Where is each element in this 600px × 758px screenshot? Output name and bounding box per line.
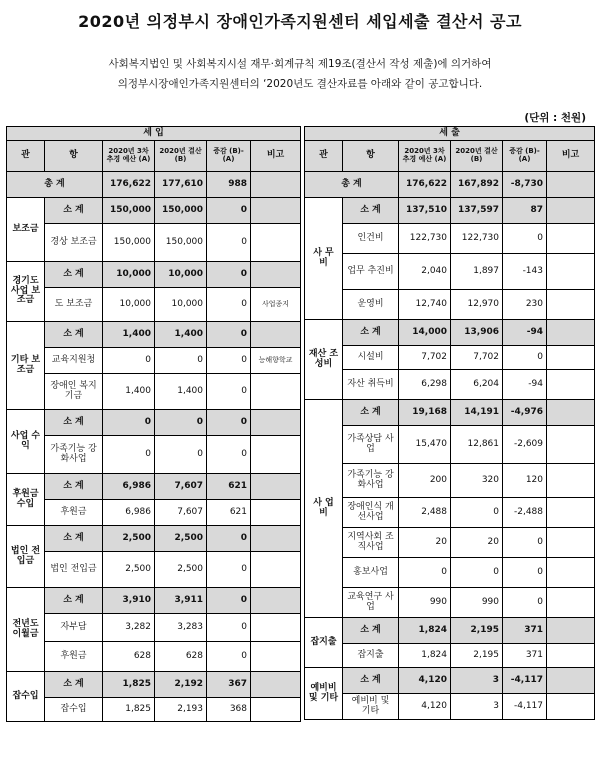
intro-line-2: 의정부시장애인가족지원센터의 ‘2020년도 결산자료를 아래와 같이 공고합니다. <box>117 78 483 90</box>
item-a: 122,730 <box>399 224 451 254</box>
subtotal-diff: 0 <box>207 322 251 348</box>
item-diff: 0 <box>503 558 547 588</box>
subtotal-a: 150,000 <box>103 198 155 224</box>
item-a: 628 <box>103 642 155 672</box>
subtotal-note <box>251 262 301 288</box>
subtotal-a: 137,510 <box>399 198 451 224</box>
item-label: 후원금 <box>45 642 103 672</box>
page-title: 2020년 의정부시 장애인가족지원센터 세입세출 결산서 공고 <box>78 12 522 31</box>
item-a: 0 <box>103 436 155 474</box>
subtotal-diff: -4,976 <box>503 400 547 426</box>
expense-table <box>304 126 595 720</box>
item-label: 시설비 <box>343 346 399 370</box>
item-a: 1,400 <box>103 374 155 410</box>
subtotal-diff: 0 <box>207 198 251 224</box>
item-note <box>547 528 595 558</box>
subtotal-label: 소 계 <box>45 526 103 552</box>
item-note <box>547 370 595 400</box>
item-note <box>547 644 595 668</box>
subtotal-a: 0 <box>103 410 155 436</box>
item-b: 20 <box>451 528 503 558</box>
subtotal-a: 2,500 <box>103 526 155 552</box>
total-a: 176,622 <box>103 172 155 198</box>
item-diff: 621 <box>207 500 251 526</box>
item-diff: 0 <box>207 552 251 588</box>
item-a: 0 <box>399 558 451 588</box>
item-a: 1,824 <box>399 644 451 668</box>
item-diff: -94 <box>503 370 547 400</box>
item-note <box>547 254 595 290</box>
total-diff: -8,730 <box>503 172 547 198</box>
subtotal-note <box>547 198 595 224</box>
col-hang: 항 <box>343 141 399 172</box>
total-label: 총 계 <box>7 172 103 198</box>
item-a: 200 <box>399 464 451 498</box>
subtotal-a: 1,825 <box>103 672 155 698</box>
item-a: 990 <box>399 588 451 618</box>
item-a: 6,298 <box>399 370 451 400</box>
subtotal-note <box>251 410 301 436</box>
subtotal-label: 소 계 <box>343 618 399 644</box>
gwan-label: 보조금 <box>7 198 45 262</box>
income-section-header: 세 입 <box>7 127 301 141</box>
subtotal-b: 137,597 <box>451 198 503 224</box>
item-label: 인건비 <box>343 224 399 254</box>
item-note <box>547 694 595 720</box>
item-label: 잡지출 <box>343 644 399 668</box>
item-label: 도 보조금 <box>45 288 103 322</box>
col-gwan: 관 <box>7 141 45 172</box>
item-note <box>547 346 595 370</box>
gwan-label: 법인 전입금 <box>7 526 45 588</box>
subtotal-label: 소 계 <box>45 588 103 614</box>
item-label: 홍보사업 <box>343 558 399 588</box>
subtotal-b: 14,191 <box>451 400 503 426</box>
subtotal-diff: 0 <box>207 262 251 288</box>
gwan-label: 사 무 비 <box>305 198 343 320</box>
total-a: 176,622 <box>399 172 451 198</box>
item-diff: 0 <box>207 224 251 262</box>
subtotal-diff: 371 <box>503 618 547 644</box>
subtotal-diff: 0 <box>207 588 251 614</box>
item-label: 장애인 복지기금 <box>45 374 103 410</box>
subtotal-a: 14,000 <box>399 320 451 346</box>
item-note <box>251 436 301 474</box>
item-b: 0 <box>451 558 503 588</box>
item-note: 능해향학교 <box>251 348 301 374</box>
item-note <box>547 224 595 254</box>
item-note: 사업종지 <box>251 288 301 322</box>
item-diff: -2,609 <box>503 426 547 464</box>
item-label: 예비비 및 기타 <box>343 694 399 720</box>
item-label: 자산 취득비 <box>343 370 399 400</box>
subtotal-label: 소 계 <box>343 400 399 426</box>
subtotal-label: 소 계 <box>45 672 103 698</box>
subtotal-b: 150,000 <box>155 198 207 224</box>
subtotal-diff: -4,117 <box>503 668 547 694</box>
item-label: 지역사회 조직사업 <box>343 528 399 558</box>
income-table <box>6 126 301 722</box>
subtotal-label: 소 계 <box>343 668 399 694</box>
subtotal-diff: 87 <box>503 198 547 224</box>
col-diff: 증감 (B)-(A) <box>503 141 547 172</box>
subtotal-diff: 0 <box>207 410 251 436</box>
subtotal-a: 6,986 <box>103 474 155 500</box>
subtotal-b: 13,906 <box>451 320 503 346</box>
item-diff: 230 <box>503 290 547 320</box>
item-note <box>251 224 301 262</box>
item-label: 장애인식 개선사업 <box>343 498 399 528</box>
subtotal-b: 2,500 <box>155 526 207 552</box>
item-b: 0 <box>155 348 207 374</box>
item-a: 1,825 <box>103 698 155 722</box>
subtotal-b: 2,192 <box>155 672 207 698</box>
subtotal-note <box>547 668 595 694</box>
subtotal-label: 소 계 <box>343 320 399 346</box>
item-a: 0 <box>103 348 155 374</box>
total-b: 177,610 <box>155 172 207 198</box>
item-a: 20 <box>399 528 451 558</box>
gwan-label: 예비비 및 기타 <box>305 668 343 720</box>
item-b: 122,730 <box>451 224 503 254</box>
col-hang: 항 <box>45 141 103 172</box>
item-a: 12,740 <box>399 290 451 320</box>
col-gwan: 관 <box>305 141 343 172</box>
item-label: 자부담 <box>45 614 103 642</box>
gwan-label: 경기도 사업 보조금 <box>7 262 45 322</box>
item-diff: 0 <box>503 588 547 618</box>
item-b: 7,607 <box>155 500 207 526</box>
intro-line-1: 사회복지법인 및 사회복지시설 재무·회계규칙 제19조(결산서 작성 제출)에 의거하여 <box>108 58 492 70</box>
subtotal-b: 1,400 <box>155 322 207 348</box>
subtotal-note <box>547 320 595 346</box>
item-diff: 0 <box>207 642 251 672</box>
item-diff: 371 <box>503 644 547 668</box>
item-note <box>251 500 301 526</box>
item-diff: 0 <box>503 528 547 558</box>
item-b: 10,000 <box>155 288 207 322</box>
item-b: 1,400 <box>155 374 207 410</box>
subtotal-b: 7,607 <box>155 474 207 500</box>
item-diff: 0 <box>503 224 547 254</box>
item-b: 3,283 <box>155 614 207 642</box>
item-label: 법인 전입금 <box>45 552 103 588</box>
item-label: 운영비 <box>343 290 399 320</box>
item-label: 업무 추진비 <box>343 254 399 290</box>
item-label: 가족상담 사업 <box>343 426 399 464</box>
item-note <box>547 558 595 588</box>
item-note <box>547 498 595 528</box>
subtotal-label: 소 계 <box>45 322 103 348</box>
col-note: 비고 <box>251 141 301 172</box>
item-a: 15,470 <box>399 426 451 464</box>
subtotal-label: 소 계 <box>45 410 103 436</box>
item-label: 잡수입 <box>45 698 103 722</box>
gwan-label: 잡수입 <box>7 672 45 722</box>
item-label: 가족기능 강화사업 <box>343 464 399 498</box>
item-diff: -4,117 <box>503 694 547 720</box>
subtotal-diff: 621 <box>207 474 251 500</box>
item-diff: 0 <box>207 436 251 474</box>
subtotal-b: 3,911 <box>155 588 207 614</box>
gwan-label: 전년도 이월금 <box>7 588 45 672</box>
item-a: 2,488 <box>399 498 451 528</box>
subtotal-b: 3 <box>451 668 503 694</box>
gwan-label: 잡지출 <box>305 618 343 668</box>
subtotal-label: 소 계 <box>45 262 103 288</box>
gwan-label: 사업 수익 <box>7 410 45 474</box>
gwan-label: 재산 조성비 <box>305 320 343 400</box>
col-diff: 증감 (B)-(A) <box>207 141 251 172</box>
item-diff: -143 <box>503 254 547 290</box>
subtotal-label: 소 계 <box>45 198 103 224</box>
item-b: 12,970 <box>451 290 503 320</box>
item-a: 150,000 <box>103 224 155 262</box>
subtotal-diff: 367 <box>207 672 251 698</box>
subtotal-b: 10,000 <box>155 262 207 288</box>
subtotal-b: 2,195 <box>451 618 503 644</box>
subtotal-b: 0 <box>155 410 207 436</box>
item-b: 6,204 <box>451 370 503 400</box>
item-a: 2,040 <box>399 254 451 290</box>
subtotal-a: 10,000 <box>103 262 155 288</box>
subtotal-diff: -94 <box>503 320 547 346</box>
subtotal-note <box>547 618 595 644</box>
item-b: 150,000 <box>155 224 207 262</box>
item-b: 0 <box>451 498 503 528</box>
item-a: 3,282 <box>103 614 155 642</box>
item-note <box>547 426 595 464</box>
item-label: 후원금 <box>45 500 103 526</box>
col-budget: 2020년 3차 추경 예산 (A) <box>103 141 155 172</box>
subtotal-note <box>251 588 301 614</box>
item-diff: -2,488 <box>503 498 547 528</box>
subtotal-a: 4,120 <box>399 668 451 694</box>
item-b: 0 <box>155 436 207 474</box>
subtotal-label: 소 계 <box>343 198 399 224</box>
item-a: 10,000 <box>103 288 155 322</box>
item-diff: 120 <box>503 464 547 498</box>
item-a: 4,120 <box>399 694 451 720</box>
subtotal-diff: 0 <box>207 526 251 552</box>
item-a: 7,702 <box>399 346 451 370</box>
subtotal-note <box>251 526 301 552</box>
item-label: 교육연구 사업 <box>343 588 399 618</box>
item-diff: 0 <box>207 614 251 642</box>
subtotal-note <box>547 400 595 426</box>
col-note: 비고 <box>547 141 595 172</box>
subtotal-note <box>251 672 301 698</box>
col-budget: 2020년 3차 추경 예산 (A) <box>399 141 451 172</box>
subtotal-label: 소 계 <box>45 474 103 500</box>
item-note <box>251 374 301 410</box>
subtotal-note <box>251 322 301 348</box>
gwan-label: 후원금 수입 <box>7 474 45 526</box>
item-b: 2,500 <box>155 552 207 588</box>
subtotal-a: 3,910 <box>103 588 155 614</box>
item-diff: 0 <box>207 374 251 410</box>
item-b: 628 <box>155 642 207 672</box>
unit-label: (단위 : 천원) <box>524 112 586 124</box>
item-a: 2,500 <box>103 552 155 588</box>
gwan-label: 사 업 비 <box>305 400 343 618</box>
item-b: 3 <box>451 694 503 720</box>
item-label: 가족기능 강화사업 <box>45 436 103 474</box>
item-b: 7,702 <box>451 346 503 370</box>
item-b: 1,897 <box>451 254 503 290</box>
total-diff: 988 <box>207 172 251 198</box>
subtotal-a: 19,168 <box>399 400 451 426</box>
subtotal-note <box>251 198 301 224</box>
item-a: 6,986 <box>103 500 155 526</box>
item-note <box>251 698 301 722</box>
gwan-label: 기타 보조금 <box>7 322 45 410</box>
item-note <box>251 552 301 588</box>
item-note <box>251 614 301 642</box>
col-settle: 2020년 결산 (B) <box>155 141 207 172</box>
item-label: 교육지원청 <box>45 348 103 374</box>
item-note <box>547 464 595 498</box>
subtotal-a: 1,400 <box>103 322 155 348</box>
item-b: 12,861 <box>451 426 503 464</box>
subtotal-a: 1,824 <box>399 618 451 644</box>
item-b: 2,195 <box>451 644 503 668</box>
item-diff: 0 <box>503 346 547 370</box>
expense-section-header: 세 출 <box>305 127 595 141</box>
total-b: 167,892 <box>451 172 503 198</box>
item-b: 320 <box>451 464 503 498</box>
item-note <box>251 642 301 672</box>
item-note <box>547 588 595 618</box>
item-b: 2,193 <box>155 698 207 722</box>
item-diff: 368 <box>207 698 251 722</box>
item-note <box>547 290 595 320</box>
total-label: 총 계 <box>305 172 399 198</box>
item-diff: 0 <box>207 348 251 374</box>
subtotal-note <box>251 474 301 500</box>
item-label: 경상 보조금 <box>45 224 103 262</box>
col-settle: 2020년 결산 (B) <box>451 141 503 172</box>
item-b: 990 <box>451 588 503 618</box>
item-diff: 0 <box>207 288 251 322</box>
